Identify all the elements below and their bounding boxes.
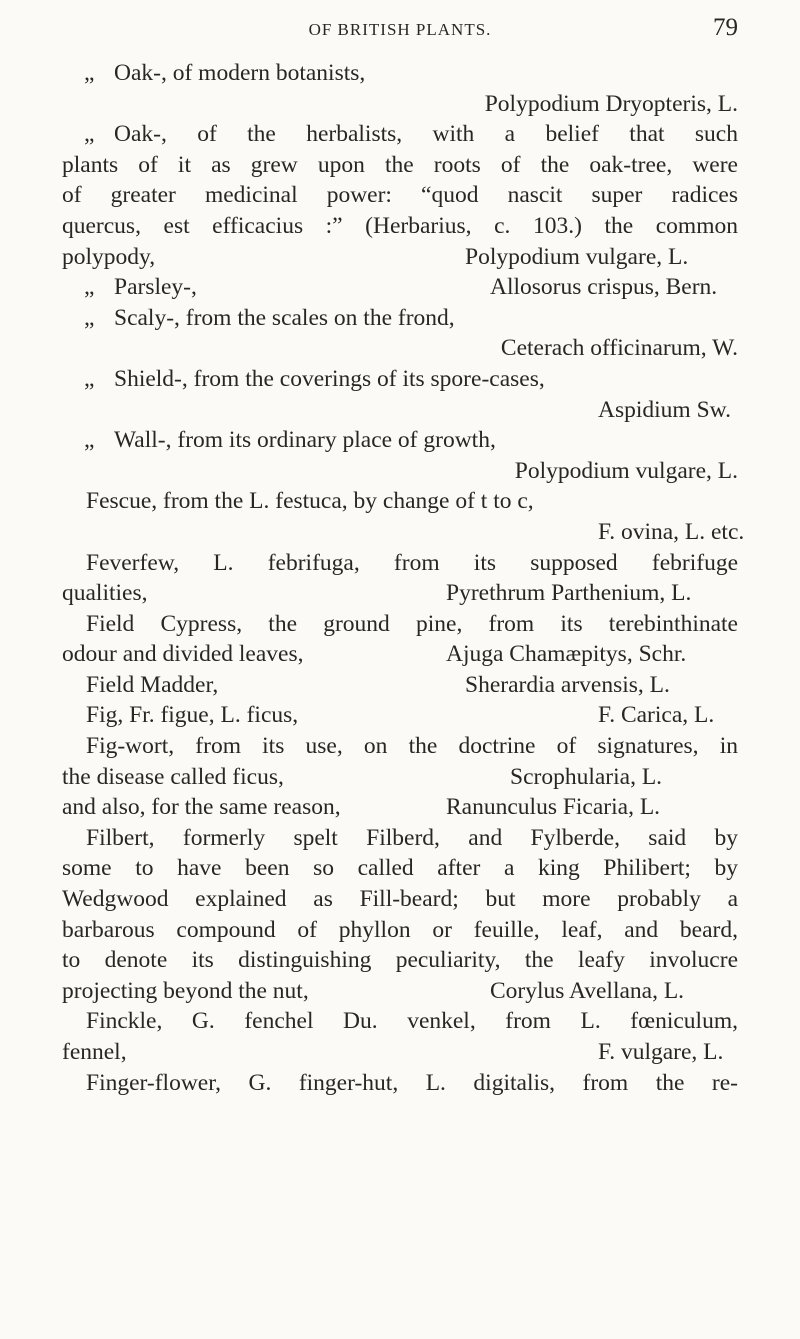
text-line-field-cypress-binomial <box>62 639 738 670</box>
text-line-scaly <box>62 303 738 334</box>
entry-text: odour and divided leaves, <box>62 641 304 668</box>
entry-text: the disease called ficus, <box>62 763 284 790</box>
entry-text: Wall-, from its ordinary place of growth, <box>114 427 496 454</box>
text-line: quercus, est efficacius :” (Herbarius, c. 103.) the common <box>62 212 738 239</box>
text-line-field-cypress: Field Cypress, the ground pine, from its terebinthinate <box>86 610 738 637</box>
text-line-oak-modern <box>62 58 738 89</box>
entry-text: Field Madder, <box>86 671 219 698</box>
text-line-feverfew-binomial <box>62 578 738 609</box>
text-line-shield <box>62 364 738 395</box>
ditto-mark: „ <box>84 274 95 301</box>
running-head: OF BRITISH PLANTS. <box>308 20 492 39</box>
entry-text: projecting beyond the nut, <box>62 977 309 1004</box>
text-line-scaly-binomial <box>62 333 738 364</box>
binomial: Aspidium Sw. <box>598 396 731 423</box>
entry-text: Parsley-, <box>114 274 197 301</box>
entry-text: fennel, <box>62 1039 127 1065</box>
ditto-mark: „ <box>84 60 95 86</box>
entry-text: Oak-, of the herbalists, with a belief that such <box>114 121 738 148</box>
text-line-oak-herbalists <box>62 119 738 150</box>
entry-text: Shield-, from the coverings of its spore-cases, <box>114 365 545 392</box>
entry-text: qualities, <box>62 580 148 607</box>
text-line-fescue: Fescue, from the L. festuca, by change of t to c, <box>86 488 534 515</box>
text-line: Wedgwood explained as Fill-beard; but more probably a <box>62 886 738 913</box>
text-line-fescue-binomial <box>62 517 745 548</box>
binomial: Ranunculus Ficaria, L. <box>446 794 661 821</box>
binomial: Allosorus crispus, Bern. <box>490 274 718 301</box>
binomial: Ajuga Chamæpitys, Schr. <box>446 641 687 668</box>
text-line-oak-modern-binomial <box>62 89 738 120</box>
text-line-ficaria <box>62 792 738 823</box>
page-body <box>62 58 745 1098</box>
text-line-filbert-binomial <box>62 976 738 1007</box>
entry-text: and also, for the same reason, <box>62 794 341 821</box>
text-line-shield-binomial <box>62 395 738 426</box>
text-line: some to have been so called after a king Philibert; by <box>62 855 738 882</box>
text-line-finckle-binomial <box>62 1037 738 1068</box>
entry-text: Scaly-, from the scales on the frond, <box>114 304 455 331</box>
text-line-filbert: Filbert, formerly spelt Filberd, and Fylberde, said by <box>86 824 738 851</box>
binomial: F. Carica, L. <box>598 702 715 729</box>
text-line-finckle: Finckle, G. fenchel Du. venkel, from L. fœniculum, <box>86 1008 738 1035</box>
text-line-parsley <box>62 272 738 303</box>
text-line-fig-wort: Fig-wort, from its use, on the doctrine of signatures, in <box>86 733 738 760</box>
page-number: 79 <box>713 14 738 41</box>
text-line: plants of it as grew upon the roots of the oak-tree, were <box>62 151 738 178</box>
binomial: Corylus Avellana, L. <box>490 977 685 1004</box>
text-line-fig <box>62 700 738 731</box>
text-line-wall-binomial <box>62 456 738 487</box>
binomial: Polypodium vulgare, L. <box>514 457 738 484</box>
entry-text: polypody, <box>62 243 156 270</box>
binomial: Scrophularia, L. <box>510 763 663 790</box>
binomial: Pyrethrum Parthenium, L. <box>446 580 692 607</box>
entry-text: Fig, Fr. figue, L. ficus, <box>86 702 299 729</box>
binomial: Polypodium Dryopteris, L. <box>484 90 738 117</box>
ditto-mark: „ <box>84 304 95 331</box>
binomial: Sherardia arvensis, L. <box>465 671 670 698</box>
ditto-mark: „ <box>84 427 95 454</box>
ditto-mark: „ <box>84 365 95 392</box>
text-line: barbarous compound of phyllon or feuille, leaf, and beard, <box>62 916 738 943</box>
text-line-finger-flower: Finger-flower, G. finger-hut, L. digitalis, from the re- <box>86 1069 738 1096</box>
text-line-field-madder <box>62 670 738 701</box>
entry-text: Oak-, of modern botanists, <box>114 60 366 86</box>
text-line: to denote its distinguishing peculiarity, the leafy involucre <box>62 947 738 974</box>
text-line-wall <box>62 425 738 456</box>
text-line: of greater medicinal power: “quod nascit super radices <box>62 182 738 209</box>
page-header <box>62 14 738 54</box>
text-line-fig-wort-binomial <box>62 762 738 793</box>
binomial: F. vulgare, L. <box>598 1039 724 1065</box>
binomial: F. ovina, L. etc. <box>598 518 745 545</box>
ditto-mark: „ <box>84 121 95 148</box>
text-line-polypody <box>62 242 738 273</box>
binomial: Ceterach officinarum, W. <box>500 335 738 362</box>
text-line-feverfew: Feverfew, L. febrifuga, from its supposed febrifuge <box>86 549 738 576</box>
binomial: Polypodium vulgare, L. <box>465 243 689 270</box>
